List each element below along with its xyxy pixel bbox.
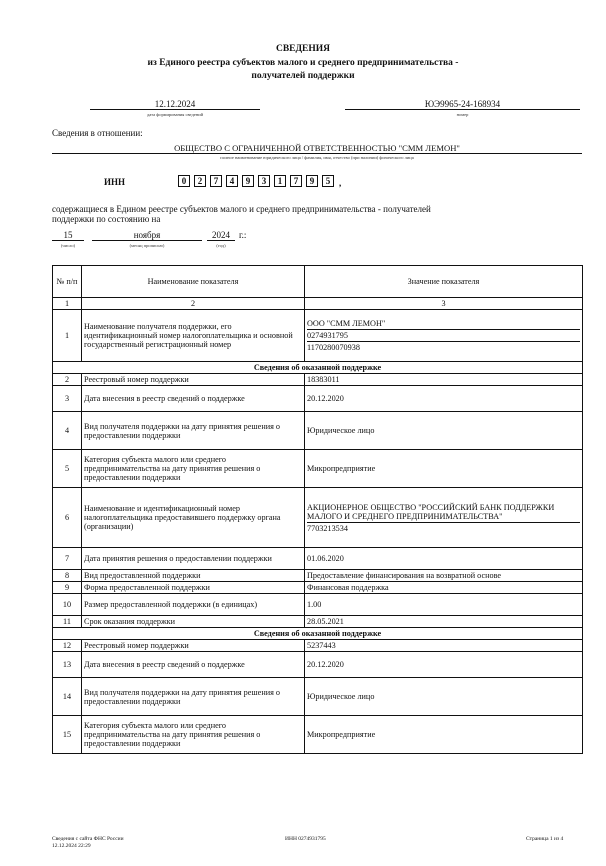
- row-indicator-name: Срок оказания поддержки: [82, 616, 305, 628]
- row-indicator-value: Микропредприятие: [305, 716, 583, 754]
- date-day: 15: [52, 230, 84, 241]
- formation-date-caption: дата формирования сведений: [146, 112, 204, 117]
- index-cell-2: 2: [82, 298, 305, 310]
- row-number: 12: [53, 640, 82, 652]
- row-number: 7: [53, 548, 82, 570]
- row-indicator-name: Категория субъекта малого или среднего предпринимательства на дату принятия решения о предоставлении поддержки: [82, 716, 305, 754]
- formation-date: 12.12.2024: [90, 99, 260, 110]
- inn-digit-box: 4: [226, 175, 238, 187]
- row-indicator-value: 1.00: [305, 594, 583, 616]
- inn-digit-box: 9: [306, 175, 318, 187]
- row-indicator-value: Юридическое лицо: [305, 678, 583, 716]
- table-row: [53, 716, 583, 754]
- index-cell-1: 1: [53, 298, 82, 310]
- footer-source-line2: 12.12.2024 22:29: [52, 843, 91, 849]
- support-info-table: [52, 265, 583, 754]
- table-row: [53, 488, 583, 548]
- row-indicator-name: Дата принятия решения о предоставлении поддержки: [82, 548, 305, 570]
- row-indicator-name: Дата внесения в реестр сведений о поддержке: [82, 652, 305, 678]
- table-row: [53, 594, 583, 616]
- date-year: 2024: [207, 230, 235, 241]
- row-number: 6: [53, 488, 82, 548]
- document-title: СВЕДЕНИЯ: [275, 44, 331, 54]
- table-header-row: [53, 266, 583, 298]
- row-indicator-value: 5237443: [305, 640, 583, 652]
- inn-digit-box: 3: [258, 175, 270, 187]
- section-title: Сведения об оказанной поддержке: [53, 362, 583, 374]
- date-year-suffix: г.:: [239, 230, 247, 240]
- row-number: 9: [53, 582, 82, 594]
- table-row: [53, 548, 583, 570]
- row-indicator-name: Форма предоставленной поддержки: [82, 582, 305, 594]
- row-indicator-value: 20.12.2020: [305, 386, 583, 412]
- inn-digit-box: 1: [274, 175, 286, 187]
- row-indicator-name: Реестровый номер поддержки: [82, 640, 305, 652]
- table-row: [53, 412, 583, 450]
- inn-label: ИНН: [104, 177, 126, 187]
- column-header-indicator: Наименование показателя: [82, 266, 305, 298]
- support-provider-inn: 7703213534: [307, 523, 348, 533]
- section-title: Сведения об оказанной поддержке: [53, 628, 583, 640]
- row-number: 13: [53, 652, 82, 678]
- table-row: [53, 386, 583, 412]
- footer-inn: ИНН 0274931795: [285, 836, 326, 842]
- document-subtitle-line1: из Единого реестра субъектов малого и среднего предпринимательства -: [147, 58, 459, 68]
- table-row: [53, 652, 583, 678]
- row-indicator-name: Реестровый номер поддержки: [82, 374, 305, 386]
- inn-trailing-comma: ,: [339, 178, 342, 188]
- date-month-caption: (месяц прописью): [129, 243, 165, 248]
- contained-text-line1: содержащиеся в Едином реестре субъектов малого и среднего предпринимательства - получателей: [52, 204, 431, 214]
- inn-digit-box: 5: [322, 175, 334, 187]
- date-year-caption: (год): [216, 243, 226, 248]
- row-indicator-name: Наименование и идентификационный номер налогоплательщика предоставившего поддержку органа (организации): [82, 488, 305, 548]
- table-row: [53, 640, 583, 652]
- contained-text-line2: поддержки по состоянию на: [52, 214, 161, 224]
- row-indicator-value: 28.05.2021: [305, 616, 583, 628]
- column-header-number: № п/п: [53, 266, 82, 298]
- inn-digit-box: 7: [290, 175, 302, 187]
- row-indicator-name: Вид предоставленной поддержки: [82, 570, 305, 582]
- row-indicator-name: Дата внесения в реестр сведений о поддержке: [82, 386, 305, 412]
- row-indicator-value: Юридическое лицо: [305, 412, 583, 450]
- table-row: [53, 582, 583, 594]
- row-number: 10: [53, 594, 82, 616]
- support-provider-name: АКЦИОНЕРНОЕ ОБЩЕСТВО "РОССИЙСКИЙ БАНК ПОДДЕРЖКИ МАЛОГО И СРЕДНЕГО ПРЕДПРИНИМАТЕЛЬСТВА": [307, 502, 580, 523]
- row-number: 3: [53, 386, 82, 412]
- organization-name: ОБЩЕСТВО С ОГРАНИЧЕННОЙ ОТВЕТСТВЕННОСТЬЮ "СММ ЛЕМОН": [52, 143, 582, 154]
- document-subtitle-line2: получателей поддержки: [251, 71, 355, 81]
- column-header-value: Значение показателя: [305, 266, 583, 298]
- row-number: 8: [53, 570, 82, 582]
- row-indicator-value: Микропредприятие: [305, 450, 583, 488]
- recipient-ogrn: 1170280070938: [307, 343, 360, 352]
- date-month: ноября: [92, 230, 202, 241]
- row-indicator-name: Категория субъекта малого или среднего предпринимательства на дату принятия решения о предоставлении поддержки: [82, 450, 305, 488]
- recipient-inn: 0274931795: [307, 330, 580, 342]
- row-number: 2: [53, 374, 82, 386]
- footer-source-line1: Сведения с сайта ФНС России: [52, 836, 124, 842]
- inn-digit-box: 2: [194, 175, 206, 187]
- section-header-row: [53, 628, 583, 640]
- row-number: 15: [53, 716, 82, 754]
- row-indicator-value: 01.06.2020: [305, 548, 583, 570]
- row-indicator-name: Вид получателя поддержки на дату принятия решения о предоставлении поддержки: [82, 678, 305, 716]
- table-row: [53, 310, 583, 362]
- row-indicator-name: Размер предоставленной поддержки (в единицах): [82, 594, 305, 616]
- regarding-label: Сведения в отношении:: [52, 128, 143, 138]
- footer-source: [52, 836, 124, 850]
- row-indicator-value: Финансовая поддержка: [305, 582, 583, 594]
- table-index-row: [53, 298, 583, 310]
- table-row: [53, 374, 583, 386]
- table-row: [53, 678, 583, 716]
- row-indicator-value: 18383011: [305, 374, 583, 386]
- table-row: [53, 570, 583, 582]
- inn-digit-box: 0: [178, 175, 190, 187]
- section-header-row: [53, 362, 583, 374]
- row-indicator-value: 20.12.2020: [305, 652, 583, 678]
- row-indicator-value: Предоставление финансирования на возвратной основе: [305, 570, 583, 582]
- inn-digit-box: 9: [242, 175, 254, 187]
- document-number: ЮЭ9965-24-168934: [345, 99, 580, 110]
- row-number: 4: [53, 412, 82, 450]
- footer-page-number: Страница 1 из 4: [526, 836, 564, 842]
- organization-name-caption: полное наименование юридического лица / фамилия, имя, отчество (при наличии) физического лица: [220, 155, 414, 160]
- index-cell-3: 3: [305, 298, 583, 310]
- row-indicator-name: Наименование получателя поддержки, его идентификационный номер налогоплательщика и основной государственный регистрационный номер: [82, 310, 305, 362]
- table-row: [53, 616, 583, 628]
- inn-digit-box: 7: [210, 175, 222, 187]
- document-number-caption: номер: [456, 112, 469, 117]
- date-day-caption: (число): [60, 243, 76, 248]
- row-number: 1: [53, 310, 82, 362]
- row-number: 5: [53, 450, 82, 488]
- recipient-short-name: ООО "СММ ЛЕМОН": [307, 318, 580, 330]
- row-number: 14: [53, 678, 82, 716]
- row-indicator-name: Вид получателя поддержки на дату принятия решения о предоставлении поддержки: [82, 412, 305, 450]
- table-row: [53, 450, 583, 488]
- row-number: 11: [53, 616, 82, 628]
